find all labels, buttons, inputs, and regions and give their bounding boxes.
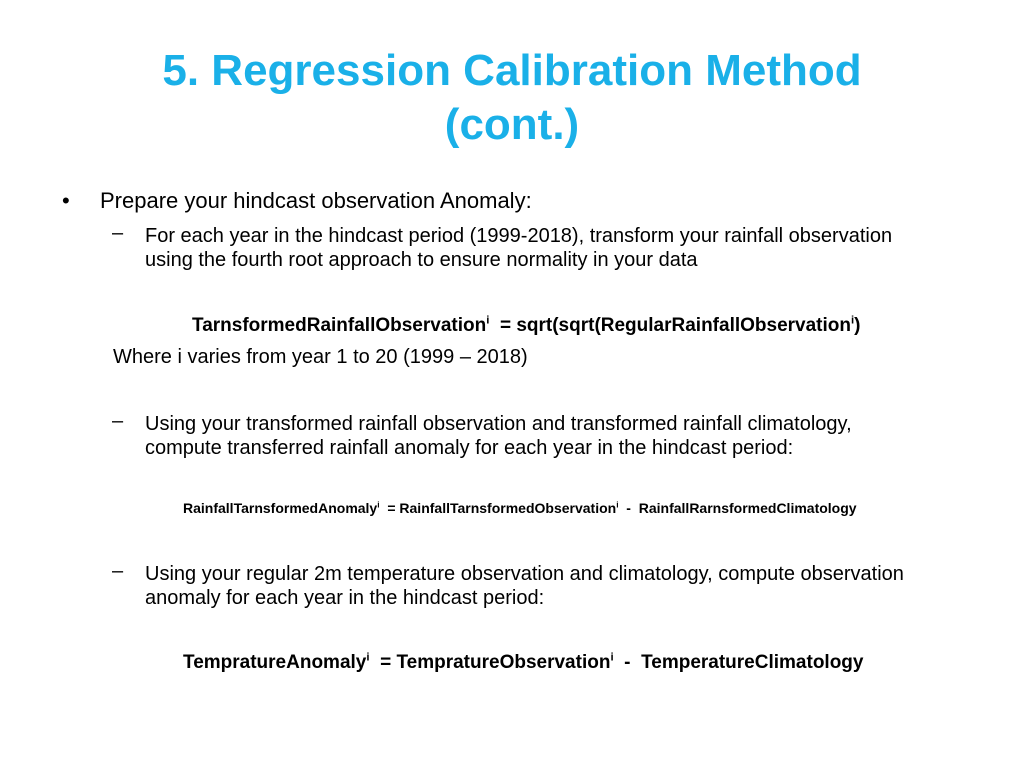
formula-temperature-anomaly	[183, 652, 863, 674]
formula-3-lhs: TempratureAnomaly	[183, 652, 367, 673]
formula-1-end: )	[854, 315, 861, 336]
bullet-marker: •	[62, 188, 70, 213]
item-1-line-2: using the fourth root approach to ensure normality in your data	[145, 249, 698, 271]
item-3-line-2: anomaly for each year in the hindcast period:	[145, 587, 545, 609]
formula-2-sup-1: i	[377, 499, 380, 510]
formula-1-sup-1: i	[486, 314, 490, 327]
dash-marker-3: –	[112, 560, 124, 582]
where-text: Where i varies from year 1 to 20 (1999 – 2018)	[113, 346, 528, 368]
formula-2-sup-2: i	[616, 499, 619, 510]
formula-1-sup-2: i	[851, 314, 855, 327]
formula-3-sup-1: i	[366, 651, 370, 664]
item-2-line-2: compute transferred rainfall anomaly for each year in the hindcast period:	[145, 437, 794, 459]
formula-3-sup-2: i	[610, 651, 614, 664]
item-3-line-1: Using your regular 2m temperature observation and climatology, compute observation	[145, 563, 904, 585]
formula-3-mid: = TempratureObservation	[369, 652, 611, 673]
item-3-text	[145, 562, 904, 610]
item-2-line-1: Using your transformed rainfall observation and transformed rainfall climatology,	[145, 413, 852, 435]
formula-2-end: - RainfallRarnsformedClimatology	[618, 500, 857, 516]
slide-title	[0, 44, 1024, 152]
formula-2-lhs: RainfallTarnsformedAnomaly	[183, 500, 378, 516]
dash-marker-2: –	[112, 410, 124, 432]
formula-1-lhs: TarnsformedRainfallObservation	[192, 315, 487, 336]
formula-transformed-rainfall	[192, 315, 861, 337]
dash-marker-1: –	[112, 222, 124, 244]
item-2-text	[145, 412, 852, 460]
item-1-text	[145, 224, 892, 272]
slide-title-line-1: 5. Regression Calibration Method	[162, 46, 862, 95]
formula-1-mid: = sqrt(sqrt(RegularRainfallObservation	[489, 315, 851, 336]
bullet-text: Prepare your hindcast observation Anomaly:	[100, 188, 532, 213]
item-1-line-1: For each year in the hindcast period (1999-2018), transform your rainfall observation	[145, 225, 893, 247]
formula-2-mid: = RainfallTarnsformedObservation	[379, 500, 617, 516]
slide-title-line-2: (cont.)	[444, 100, 580, 149]
formula-3-end: - TemperatureClimatology	[613, 652, 864, 673]
formula-rainfall-anomaly	[183, 500, 857, 516]
